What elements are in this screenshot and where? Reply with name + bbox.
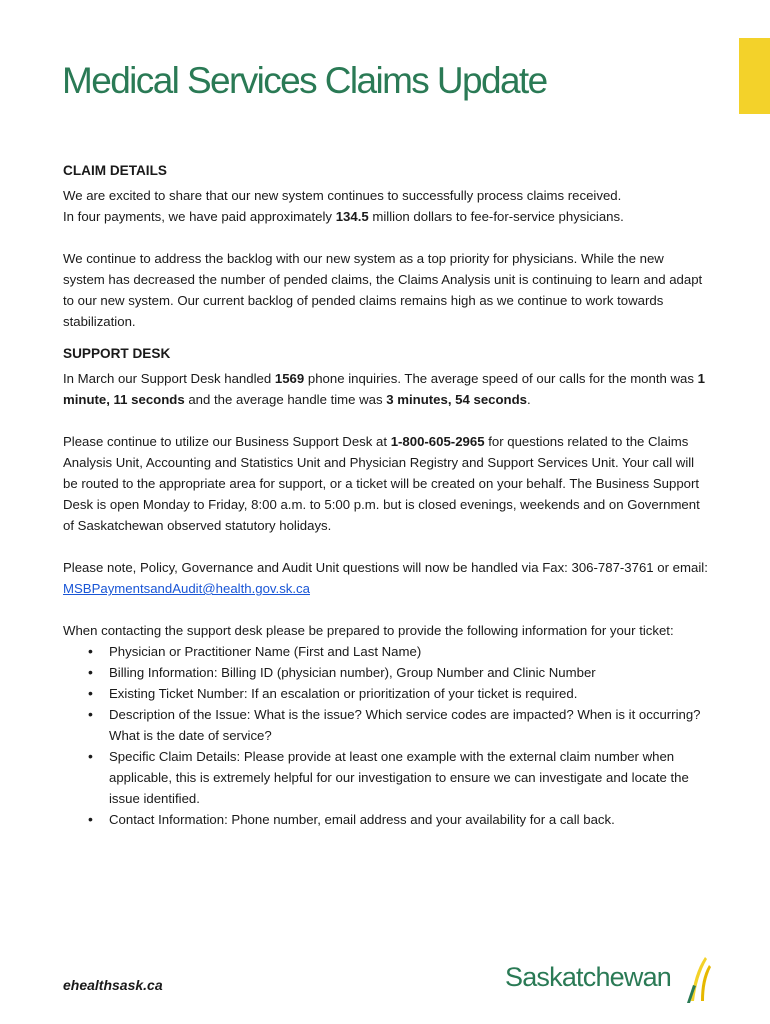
sd-p3-a: Please note, Policy, Governance and Audit Unit questions will now be handled via Fax: 306-787-3761 or email: (63, 560, 708, 575)
sd-p2-b: for questions related to the Claims Analysis Unit, Accounting and Statistics Unit and Physician Registry and Support Services Unit. Your call will be routed to the appropriate area for support, or a ticket will be created on your behalf. The Business Support Desk is open Monday to Friday, 8:00 a.m. to 5:00 p.m. but is closed evenings, weekends and on Government of Saskatchewan observed statutory holidays. (63, 434, 700, 533)
sd-p1-b: phone inquiries. The average speed of our calls for the month was (304, 371, 698, 386)
sd-p1-d: . (527, 392, 531, 407)
list-item: • Billing Information: Billing ID (physician number), Group Number and Clinic Number (109, 662, 708, 683)
sd-p1-c: and the average handle time was (184, 392, 387, 407)
sd-p2-a: Please continue to utilize our Business Support Desk at (63, 434, 391, 449)
yellow-accent-bar (739, 38, 770, 114)
inquiry-count: 1569 (274, 371, 305, 386)
list-item: • Existing Ticket Number: If an escalation or prioritization of your ticket is required. (109, 683, 708, 704)
average-speed: 1 minute, 11 seconds (63, 371, 705, 407)
list-item: • Contact Information: Phone number, email address and your availability for a call back. (109, 809, 708, 830)
support-phone-number: 1-800-605-2965 (390, 434, 485, 449)
support-desk-paragraph-1 (63, 368, 708, 410)
claim-details-p2-after: million dollars to fee-for-service physicians. (368, 209, 624, 224)
list-item: • Description of the Issue: What is the issue? Which service codes are impacted? When is it occurring? What is the date of service? (109, 704, 708, 746)
support-desk-paragraph-2 (63, 431, 708, 536)
claim-details-heading: CLAIM DETAILS (63, 163, 167, 178)
list-item: • Specific Claim Details: Please provide at least one example with the external claim number when applicable, this is extremely helpful for our investigation to ensure we can investigate and locate the issue identified. (109, 746, 708, 809)
list-item: • Physician or Practitioner Name (First and Last Name) (109, 641, 708, 662)
support-desk-paragraph-4: When contacting the support desk please be prepared to provide the following information for your ticket: (63, 623, 674, 638)
wheat-icon (685, 955, 715, 1005)
page-title: Medical Services Claims Update (62, 60, 547, 101)
average-handle-time: 3 minutes, 54 seconds (386, 392, 528, 407)
sd-p1-a: In March our Support Desk handled (63, 371, 275, 386)
logo-wordmark: Saskatchewan (505, 962, 672, 992)
footer-website: ehealthsask.ca (63, 977, 163, 993)
claim-details-paragraph-1 (63, 185, 708, 227)
support-desk-heading: SUPPORT DESK (63, 346, 171, 361)
claim-details-paragraph-3: We continue to address the backlog with our new system as a top priority for physicians. While the new system has decreased the number of pended claims, the Claims Analysis unit is continuing to learn and adapt to our new system. Our current backlog of pended claims remains high as we continue to work towards stabilization. (63, 251, 703, 329)
saskatchewan-logo (505, 955, 715, 1005)
claim-details-p1-text: We are excited to share that our new system continues to successfully process claims received. (63, 188, 622, 203)
ticket-info-list (63, 641, 708, 830)
audit-email-link[interactable]: MSBPaymentsandAudit@health.gov.sk.ca (63, 581, 310, 596)
payment-amount: 134.5 (335, 209, 369, 224)
document-body (63, 160, 708, 830)
support-desk-paragraph-3 (63, 557, 708, 599)
claim-details-p2-before: In four payments, we have paid approximately (63, 209, 336, 224)
